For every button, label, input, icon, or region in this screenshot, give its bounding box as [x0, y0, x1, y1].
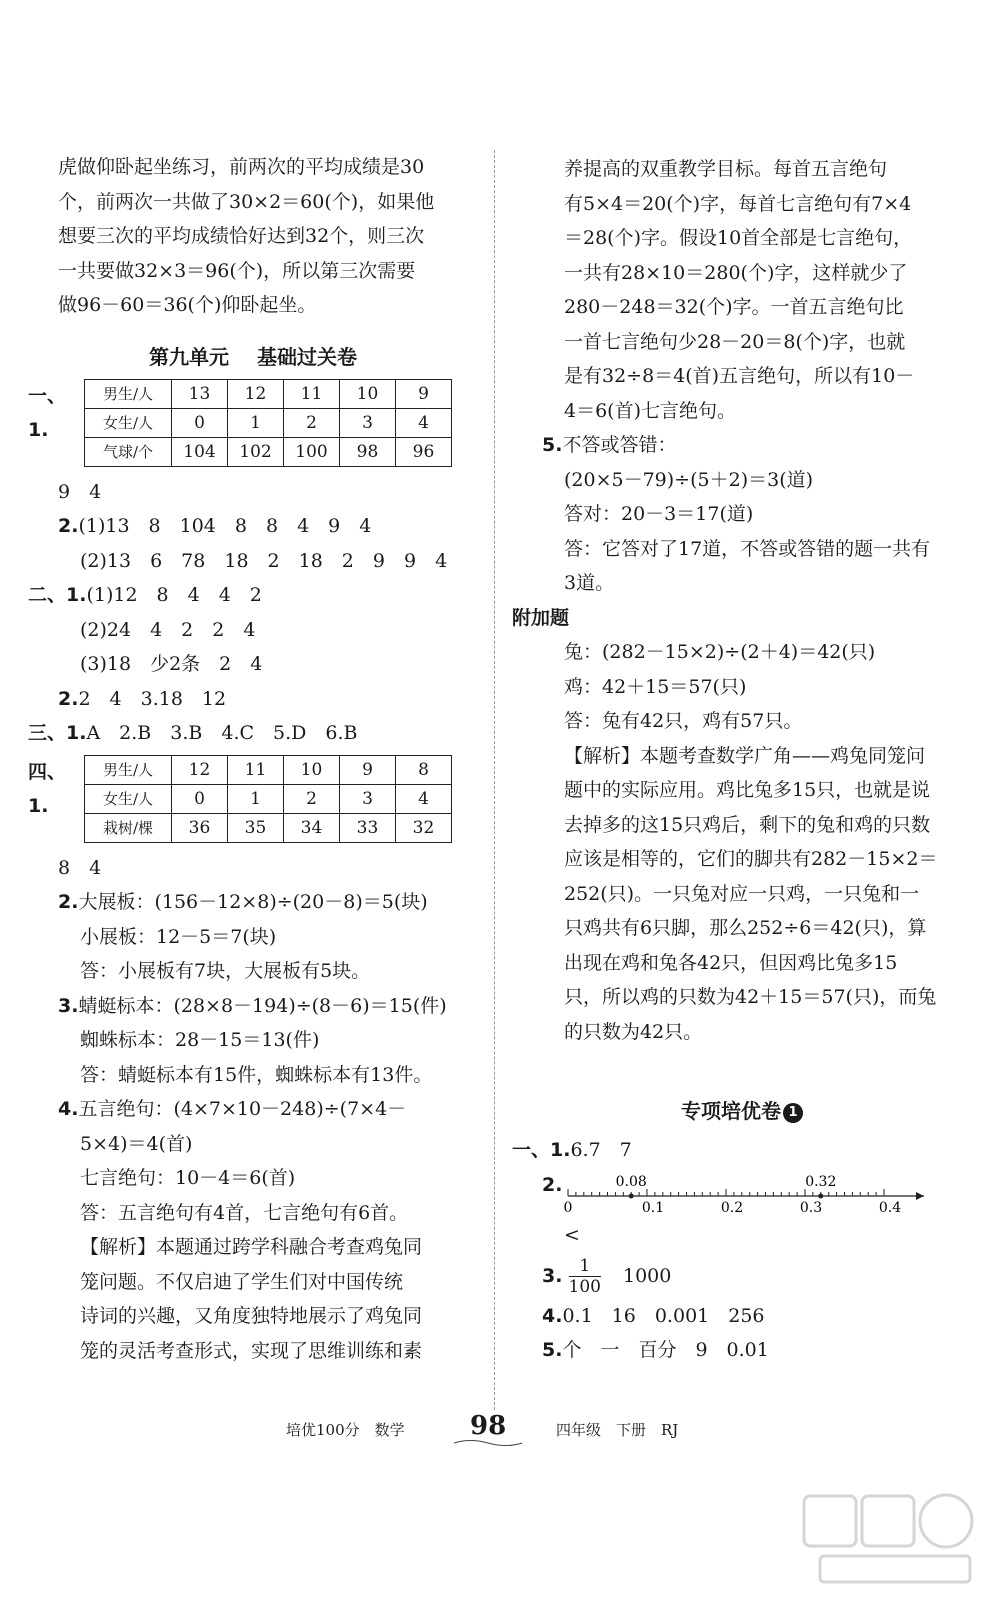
q3-rest: 1000: [623, 1264, 672, 1287]
row-header: 栽树/棵: [85, 813, 172, 842]
special-number-badge: 1: [783, 1103, 803, 1123]
table-cell: 12: [228, 379, 284, 408]
table-cell: 102: [228, 437, 284, 466]
special-title-text: 专项培优卷: [681, 1099, 781, 1123]
answer-line: [512, 463, 972, 498]
item-text: 五言绝句：(4×7×10－248)÷(7×4－: [78, 1098, 407, 1120]
table-cell: 9: [396, 379, 452, 408]
item-label: 4.: [542, 1304, 563, 1327]
item-text: 0.1 16 0.001 256: [562, 1304, 765, 1327]
table-cell: 36: [172, 813, 228, 842]
item-text: 252(只)。一只兔对应一只鸡，一只兔和一: [564, 882, 920, 905]
answer-line: [512, 290, 972, 325]
table-row: [85, 784, 452, 813]
intro-line: [28, 254, 478, 289]
balloon-table: [84, 379, 452, 467]
item-label: 一、1.: [512, 1139, 571, 1161]
item-text: 题中的实际应用。鸡比兔多15只，也就是说: [564, 779, 931, 801]
item-text: 养提高的双重教学目标。每首五言绝句: [564, 158, 888, 180]
table-cell: 11: [284, 379, 340, 408]
answer-line: [512, 566, 972, 601]
q4-table-row: [28, 755, 478, 843]
item-text: 答：蜻蜓标本有15件，蜘蛛标本有13件。: [80, 1063, 433, 1086]
table-cell: 33: [340, 813, 396, 842]
answer-line: [512, 359, 972, 394]
item-label: 2.: [58, 687, 79, 710]
item-text: 【解析】本题考查数学广角——鸡兔同笼问: [564, 744, 926, 767]
unit-title-b: 基础过关卷: [257, 344, 357, 369]
compare-answer: <: [564, 1224, 580, 1246]
answer-line: [512, 221, 972, 256]
intro-block: [28, 150, 478, 323]
table-cell: 8: [396, 755, 452, 784]
item-label: 2.: [58, 891, 79, 913]
item-label: 2.: [542, 1173, 563, 1196]
item-text: (1)13 8 104 8 8 4 9 4: [78, 515, 372, 537]
right-column: [512, 152, 972, 1368]
answer-line: [28, 716, 478, 751]
watermark-logo-icon: [800, 1490, 980, 1590]
answer-line: [28, 647, 478, 682]
item-text: 4＝6(首)七言绝句。: [564, 399, 737, 422]
item-text: 不答或答错：: [562, 434, 677, 456]
left-column: [28, 150, 478, 1368]
item-label: 4.: [58, 1098, 79, 1120]
answer-line: [28, 1265, 478, 1300]
answer-line: [512, 601, 972, 636]
intro-line: [28, 219, 478, 254]
answer-line: [512, 739, 972, 774]
page-number: 98: [470, 1411, 507, 1441]
answer-line: [28, 1058, 478, 1093]
item-text: 诗词的兴趣，又角度独特地展示了鸡兔同: [80, 1305, 423, 1327]
answer-line: [512, 187, 972, 222]
axis-arrow-icon: [916, 1192, 924, 1200]
item-text: 的只数为42只。: [564, 1020, 703, 1043]
intro-line: [28, 150, 478, 185]
row-header: 女生/人: [85, 784, 172, 813]
item-label: 3.: [58, 994, 79, 1017]
item-text: 小展板：12－5＝7(块): [80, 925, 277, 948]
item-text: ＝28(个)字。假设10首全部是七言绝句，: [564, 227, 913, 249]
answer-line: [512, 532, 972, 567]
answer-line: [512, 152, 972, 187]
mark-dot: [629, 1194, 634, 1199]
tick-label: 0.2: [720, 1200, 744, 1216]
table-cell: 0: [172, 408, 228, 437]
item-text: 一共要做32×3＝96(个)，所以第三次需要: [58, 259, 416, 282]
tree-table: [84, 755, 452, 843]
row-header: 男生/人: [85, 379, 172, 408]
tick-label: 0: [563, 1200, 573, 1216]
table-cell: 9: [340, 755, 396, 784]
table-cell: 12: [172, 755, 228, 784]
q4-label: 四、1.: [28, 760, 67, 817]
table-row: [85, 408, 452, 437]
answer-line: [28, 1299, 478, 1334]
special-title: [512, 1089, 972, 1133]
answer-line: [512, 946, 972, 981]
table-cell: 4: [396, 784, 452, 813]
intro-line: [28, 185, 478, 220]
answer-line: [28, 682, 478, 717]
answer-line: [512, 1015, 972, 1050]
special-answers-b: [512, 1299, 972, 1368]
answers-block-a: [28, 509, 478, 751]
table-cell: 11: [228, 755, 284, 784]
answer-line: [512, 1299, 972, 1334]
answers-block-c: [512, 152, 972, 1049]
tick-label: 0.4: [878, 1200, 902, 1216]
answer-line: [28, 544, 478, 579]
item-text: 只，所以鸡的只数为42＋15＝57(只)，而兔: [564, 986, 937, 1008]
answer-line: [512, 704, 972, 739]
item-text: 笼的灵活考查形式，实现了思维训练和素: [80, 1339, 423, 1362]
item-text: 答对：20－3＝17(道): [564, 503, 754, 525]
table-cell: 32: [396, 813, 452, 842]
item-text: 应该是相等的，它们的脚共有282－15×2＝: [564, 848, 938, 870]
fraction-denominator: 100: [568, 1277, 601, 1297]
item-text: 答：五言绝句有4首，七言绝句有6首。: [80, 1201, 409, 1224]
item-text: 6.7 7: [570, 1139, 632, 1161]
answer-line: [512, 428, 972, 463]
page-footer: [0, 1412, 996, 1448]
answer-line: [28, 613, 478, 648]
item-text: 只鸡共有6只脚，那么252÷6＝42(只)，算: [564, 917, 927, 939]
item-text: 大展板：(156－12×8)÷(20－8)＝5(块): [78, 891, 428, 913]
item-text: 3道。: [564, 572, 615, 594]
item-label: 5.: [542, 434, 563, 456]
row-header: 男生/人: [85, 755, 172, 784]
table-cell: 3: [340, 784, 396, 813]
table-row: [85, 755, 452, 784]
footer-grade: 四年级 下册 RJ: [556, 1421, 679, 1439]
q3-label: 3.: [542, 1264, 563, 1287]
table-cell: 2: [284, 784, 340, 813]
table-cell: 10: [340, 379, 396, 408]
table-row: [85, 379, 452, 408]
answer-line: [512, 808, 972, 843]
tick-label: 0.1: [641, 1200, 665, 1216]
table-row: [85, 813, 452, 842]
answer-line: [512, 1333, 972, 1368]
item-text: 兔：(282－15×2)÷(2＋4)＝42(只): [564, 641, 876, 663]
answer-line: [512, 325, 972, 360]
item-text: 鸡：42＋15＝57(只): [564, 675, 747, 698]
answer-line: [512, 842, 972, 877]
item-text: 一首七言绝句少28－20＝8(个)字，也就: [564, 330, 906, 353]
answer-line: [28, 578, 478, 613]
item-text: (20×5－79)÷(5＋2)＝3(道): [564, 468, 814, 491]
answer-line: [512, 877, 972, 912]
answer-line: [512, 773, 972, 808]
item-text: 七言绝句：10－4＝6(首): [80, 1167, 296, 1189]
answers-block-b: [28, 885, 478, 1368]
answer-line: [28, 885, 478, 920]
fraction-numerator: 1: [569, 1256, 601, 1277]
number-line: [562, 1168, 942, 1218]
item-text: 是有32÷8＝4(首)五言绝句，所以有10－: [564, 365, 915, 387]
item-text: (3)18 少2条 2 4: [80, 653, 263, 675]
item-text: 2 4 3.18 12: [78, 687, 227, 710]
answer-line: [512, 497, 972, 532]
table-cell: 34: [284, 813, 340, 842]
answer-line: [28, 1230, 478, 1265]
table-cell: 13: [172, 379, 228, 408]
answer-line: [28, 920, 478, 955]
answer-line: [28, 954, 478, 989]
item-label: 三、1.: [28, 722, 87, 744]
mark-dot: [818, 1194, 823, 1199]
answer-line: [512, 1133, 972, 1168]
item-label: 5.: [542, 1339, 563, 1361]
item-text: 个 一 百分 9 0.01: [562, 1339, 769, 1361]
item-label: 二、1.: [28, 584, 87, 606]
answer-line: [28, 1023, 478, 1058]
column-divider: [494, 150, 495, 1410]
tick-label: 0.3: [799, 1200, 823, 1216]
table-cell: 0: [172, 784, 228, 813]
table-cell: 98: [340, 437, 396, 466]
item-text: A 2.B 3.B 4.C 5.D 6.B: [86, 722, 358, 744]
item-text: (2)13 6 78 18 2 18 2 9 9 4: [80, 549, 448, 572]
table-cell: 2: [284, 408, 340, 437]
q1-label: 一、1.: [28, 384, 67, 441]
answer-line: [512, 635, 972, 670]
answer-line: [512, 911, 972, 946]
item-label: 2.: [58, 515, 79, 537]
row-header: 气球/个: [85, 437, 172, 466]
after-table2: 8 4: [58, 856, 102, 879]
item-label: 附加题: [512, 606, 570, 629]
table-row: [85, 437, 452, 466]
answer-line: [28, 1161, 478, 1196]
unit-title: [28, 335, 478, 379]
item-text: 5×4)＝4(首): [80, 1132, 193, 1155]
q1-table-row: [28, 379, 478, 467]
answer-line: [28, 1127, 478, 1162]
table-cell: 104: [172, 437, 228, 466]
fraction: [569, 1256, 601, 1297]
table-cell: 35: [228, 813, 284, 842]
item-text: 个，前两次一共做了30×2＝60(个)，如果他: [58, 190, 435, 213]
answer-line: [512, 670, 972, 705]
row-header: 女生/人: [85, 408, 172, 437]
item-text: 答：它答对了17道，不答或答错的题一共有: [564, 537, 931, 560]
intro-line: [28, 288, 478, 323]
item-text: 想要三次的平均成绩恰好达到32个，则三次: [58, 225, 425, 247]
item-text: 蜘蛛标本：28－15＝13(件): [80, 1029, 320, 1051]
item-text: 虎做仰卧起坐练习，前两次的平均成绩是30: [58, 156, 425, 178]
after-table1: 9 4: [58, 480, 102, 503]
footer-book-title: 培优100分 数学: [286, 1421, 405, 1439]
table-cell: 96: [396, 437, 452, 466]
item-text: 去掉多的这15只鸡后，剩下的兔和鸡的只数: [564, 813, 931, 836]
item-text: 做96－60＝36(个)仰卧起坐。: [58, 294, 317, 316]
table-cell: 1: [228, 784, 284, 813]
item-text: 笼问题。不仅启迪了学生们对中国传统: [80, 1270, 404, 1293]
item-text: 一共有28×10＝280(个)字，这样就少了: [564, 261, 908, 284]
mark-label: 0.08: [615, 1174, 647, 1190]
item-text: 出现在鸡和兔各42只，但因鸡比兔多15: [564, 951, 898, 974]
answer-line: [512, 394, 972, 429]
answer-line: [28, 1334, 478, 1369]
mark-label: 0.32: [805, 1174, 837, 1190]
q3-line: [512, 1253, 972, 1299]
item-text: (1)12 8 4 4 2: [86, 584, 262, 606]
item-text: 有5×4＝20(个)字，每首七言绝句有7×4: [564, 192, 912, 215]
answer-line: [28, 1196, 478, 1231]
table-cell: 4: [396, 408, 452, 437]
answer-line: [512, 256, 972, 291]
table-cell: 3: [340, 408, 396, 437]
answer-line: [512, 980, 972, 1015]
answer-line: [28, 509, 478, 544]
item-text: (2)24 4 2 2 4: [80, 618, 256, 641]
item-text: 【解析】本题通过跨学科融合考查鸡兔同: [80, 1236, 423, 1258]
item-text: 答：小展板有7块，大展板有5块。: [80, 960, 371, 982]
table-cell: 100: [284, 437, 340, 466]
table-cell: 1: [228, 408, 284, 437]
answer-line: [28, 1092, 478, 1127]
item-text: 蜻蜓标本：(28×8－194)÷(8－6)＝15(件): [78, 994, 447, 1017]
page-ornament-icon: [452, 1438, 524, 1448]
table-cell: 10: [284, 755, 340, 784]
unit-title-a: 第九单元: [149, 344, 229, 369]
item-text: 280－248＝32(个)字。一首五言绝句比: [564, 296, 904, 318]
answer-line: [28, 989, 478, 1024]
item-text: 答：兔有42只，鸡有57只。: [564, 710, 803, 732]
